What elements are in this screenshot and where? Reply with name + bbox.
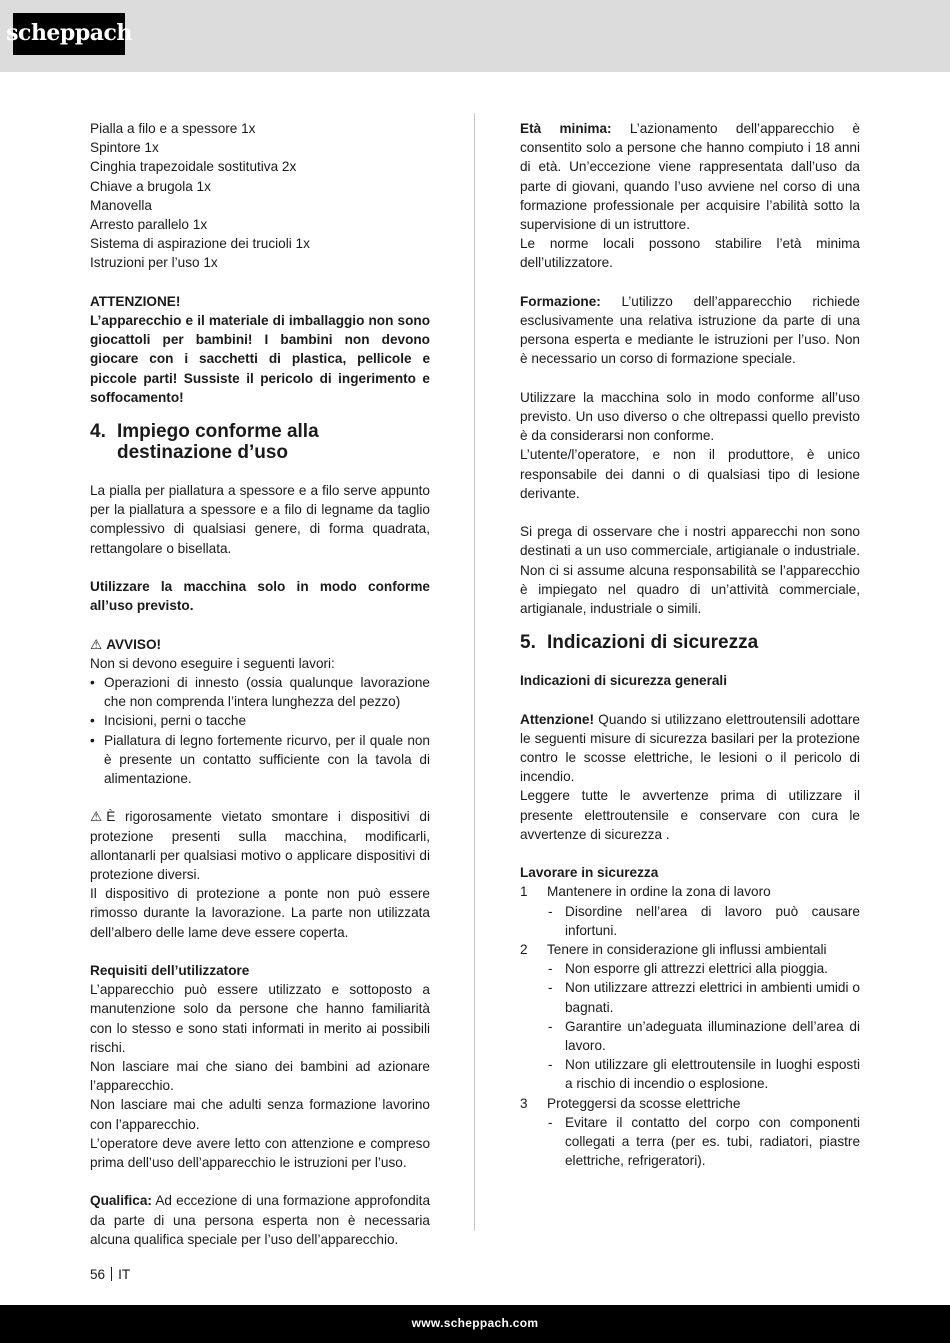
user-requirements-p2: Non lasciare mai che siano dei bambini ad azionare l’apparecchio. [90, 1059, 430, 1094]
sub-list-item: - Disordine nell’area di lavoro può causare infortuni. [547, 902, 860, 940]
brand-logo: scheppach [13, 13, 125, 55]
min-age-paragraph: Età minima: L’azionamento dell’apparecchio è consentito solo a persone che hanno compiuto i 18 anni di età. Un’eccezione viene rappresentata dall’uso da parte di giovani, quando l’uso avviene nel corso di una formazione professionale per acquisire l’abilità sotto la supervisione di un istruttore. [520, 121, 860, 233]
sub-list-item: - Non utilizzare gli elettroutensile in luoghi esposti a rischio di incendio o esplosione. [547, 1055, 860, 1093]
right-column [520, 119, 860, 1170]
section-4-heading: 4. Impiego conforme alla destinazione d’uso [90, 421, 319, 464]
scope-of-delivery-list [90, 119, 430, 273]
sub-list-item: - Garantire un’adeguata illuminazione dell’area di lavoro. [547, 1017, 860, 1055]
intended-use-paragraph: La pialla per piallatura a spessore e a filo serve appunto per la piallatura a spessore e a filo di legname da taglio complessivo di qualsiasi genere, di forma quadrata, rettangolare o bisellata. [90, 483, 430, 556]
list-item: Spintore 1x [90, 140, 159, 156]
user-requirements-p4: L’operatore deve avere letto con attenzione e compreso prima dell’uso dell’apparecchio le istruzioni per l’uso. [90, 1135, 430, 1171]
user-requirements-title: Requisiti dell’utilizzatore [90, 963, 250, 979]
sub-list-item: - Evitare il contatto del corpo con componenti collegati a terra (per es. tubi, radiatori, piastre elettriche, refrigeratori). [547, 1113, 860, 1171]
warning-intro: Non si devono eseguire i seguenti lavori: [90, 655, 335, 671]
user-requirements-p3: Non lasciare mai che adulti senza formazione lavorino con l’apparecchio. [90, 1097, 430, 1132]
read-warnings-paragraph: Leggere tutte le avvertenze prima di utilizzare il presente elettroutensile e conservare con cura le avvertenze di sicurezza . [520, 788, 860, 842]
list-item: Chiave a brugola 1x [90, 178, 211, 194]
bridge-guard-paragraph: Il dispositivo di protezione a ponte non può essere rimosso durante la lavorazione. La parte non utilizzata dell’albero delle lame deve essere coperta. [90, 886, 430, 940]
warning-triangle-icon: ⚠ [90, 809, 103, 825]
prohibited-paragraph: ⚠ È rigorosamente vietato smontare i dispositivi di protezione presenti sulla macchina, modificarli, allontanarli per qualsiasi motivo o applicare dispositivi di protezione diversi. [90, 809, 430, 883]
training-paragraph: Formazione: L’utilizzo dell’apparecchio richiede esclusivamente una relativa istruzione da parte di una persona esperta e mediante le istruzioni per l’uso. Non è necessario un corso di formazione speciale. [520, 293, 860, 367]
use-paragraph-1: Utilizzare la macchina solo in modo conforme all’uso previsto. Un uso diverso o che oltrepassi quello previsto è da considerarsi non conforme. [520, 389, 860, 444]
attention-text: L’apparecchio e il materiale di imballaggio non sono giocattoli per bambini! I bambini non devono giocare con i sacchetti di plastica, pellicole e piccole parti! Sussiste il pericolo di ingerimento e soffocamento! [90, 313, 430, 405]
page-header [0, 0, 950, 72]
list-item: Pialla a filo e a spessore 1x [90, 121, 256, 136]
list-item: Cinghia trapezoidale sostitutiva 2x [90, 159, 297, 175]
list-item: 3 Proteggersi da scosse elettriche - Evitare il contatto del corpo con componenti collegati a terra (per es. tubi, radiatori, piastre elettriche, refrigeratori). [520, 1094, 860, 1171]
list-item: Manovella [90, 197, 152, 213]
warning-triangle-icon: ⚠ [90, 636, 103, 652]
footer-bar [0, 1305, 950, 1343]
user-requirements-p1: L’apparecchio può essere utilizzato e sottoposto a manutenzione solo da persone che hanno familiarità con lo stesso e sono stati informati in merito ai possibili rischi. [90, 982, 430, 1055]
list-item: Arresto parallelo 1x [90, 217, 208, 233]
section-5-heading: 5. Indicazioni di sicurezza [520, 632, 759, 654]
min-age-local-paragraph: Le norme locali possono stabilire l’età minima dell’utilizzatore. [520, 236, 860, 271]
use-only-notice: Utilizzare la macchina solo in modo conforme all’uso previsto. [90, 579, 430, 614]
qualification-paragraph: Qualifica: Ad eccezione di una formazione approfondita da parte di una persona esperta non è necessaria alcuna qualifica speciale per l’uso dell’apparecchio. [90, 1193, 431, 1247]
page-number: 56 IT [90, 1267, 131, 1282]
warning-heading: ⚠ AVVISO! [90, 635, 430, 654]
list-item: 1 Mantenere in ordine la zona di lavoro - Disordine nell’area di lavoro può causare infortuni. [520, 882, 860, 940]
list-item: • Piallatura di legno fortemente ricurvo, per il quale non è presente un contatto sufficiente con la tavola di alimentazione. [90, 731, 430, 789]
sub-list-item: - Non esporre gli attrezzi elettrici alla pioggia. [547, 959, 860, 978]
general-safety-title: Indicazioni di sicurezza generali [520, 673, 727, 689]
use-paragraph-2: L’utente/l’operatore, e non il produttore, è unico responsabile dei danni o di qualsiasi tipo di lesione derivante. [520, 447, 860, 501]
column-divider [474, 113, 475, 1231]
list-item: • Incisioni, perni o tacche [90, 711, 430, 730]
attention-title: ATTENZIONE! [90, 293, 181, 309]
commercial-use-paragraph: Si prega di osservare che i nostri apparecchi non sono destinati a un uso commerciale, artigianale o industriale. Non ci si assume alcuna responsabilità se l’apparecchio è impiegato nel quadro di un’attività commerciale, artigianale, industriale o simili. [520, 524, 860, 617]
safety-list [520, 882, 860, 1170]
website-link[interactable]: www.scheppach.com [411, 1316, 539, 1331]
attention-paragraph: Attenzione! Quando si utilizzano elettroutensili adottare le seguenti misure di sicurezza basilari per la protezione contro le scosse elettriche, le lesioni o il pericolo di incendio. [520, 711, 860, 785]
warning-list [90, 673, 430, 788]
safe-work-title: Lavorare in sicurezza [520, 865, 659, 881]
sub-list-item: - Non utilizzare attrezzi elettrici in ambienti umidi o bagnati. [547, 978, 860, 1016]
left-column [90, 119, 430, 1249]
list-item: 2 Tenere in considerazione gli influssi ambientali - Non esporre gli attrezzi elettrici alla pioggia. - Non utilizzare attrezzi elettrici in ambienti umidi o bagnati. - Garantire un’adeguata illuminazione dell’area di lavoro. - Non utilizzare gli elettroutensile in luoghi esposti a rischio di incendio o esplosione. [520, 940, 860, 1094]
list-item: Sistema di aspirazione dei trucioli 1x [90, 236, 310, 252]
list-item: Istruzioni per l’uso 1x [90, 255, 218, 271]
list-item: • Operazioni di innesto (ossia qualunque lavorazione che non comprenda l’intera lunghezza del pezzo) [90, 673, 430, 711]
